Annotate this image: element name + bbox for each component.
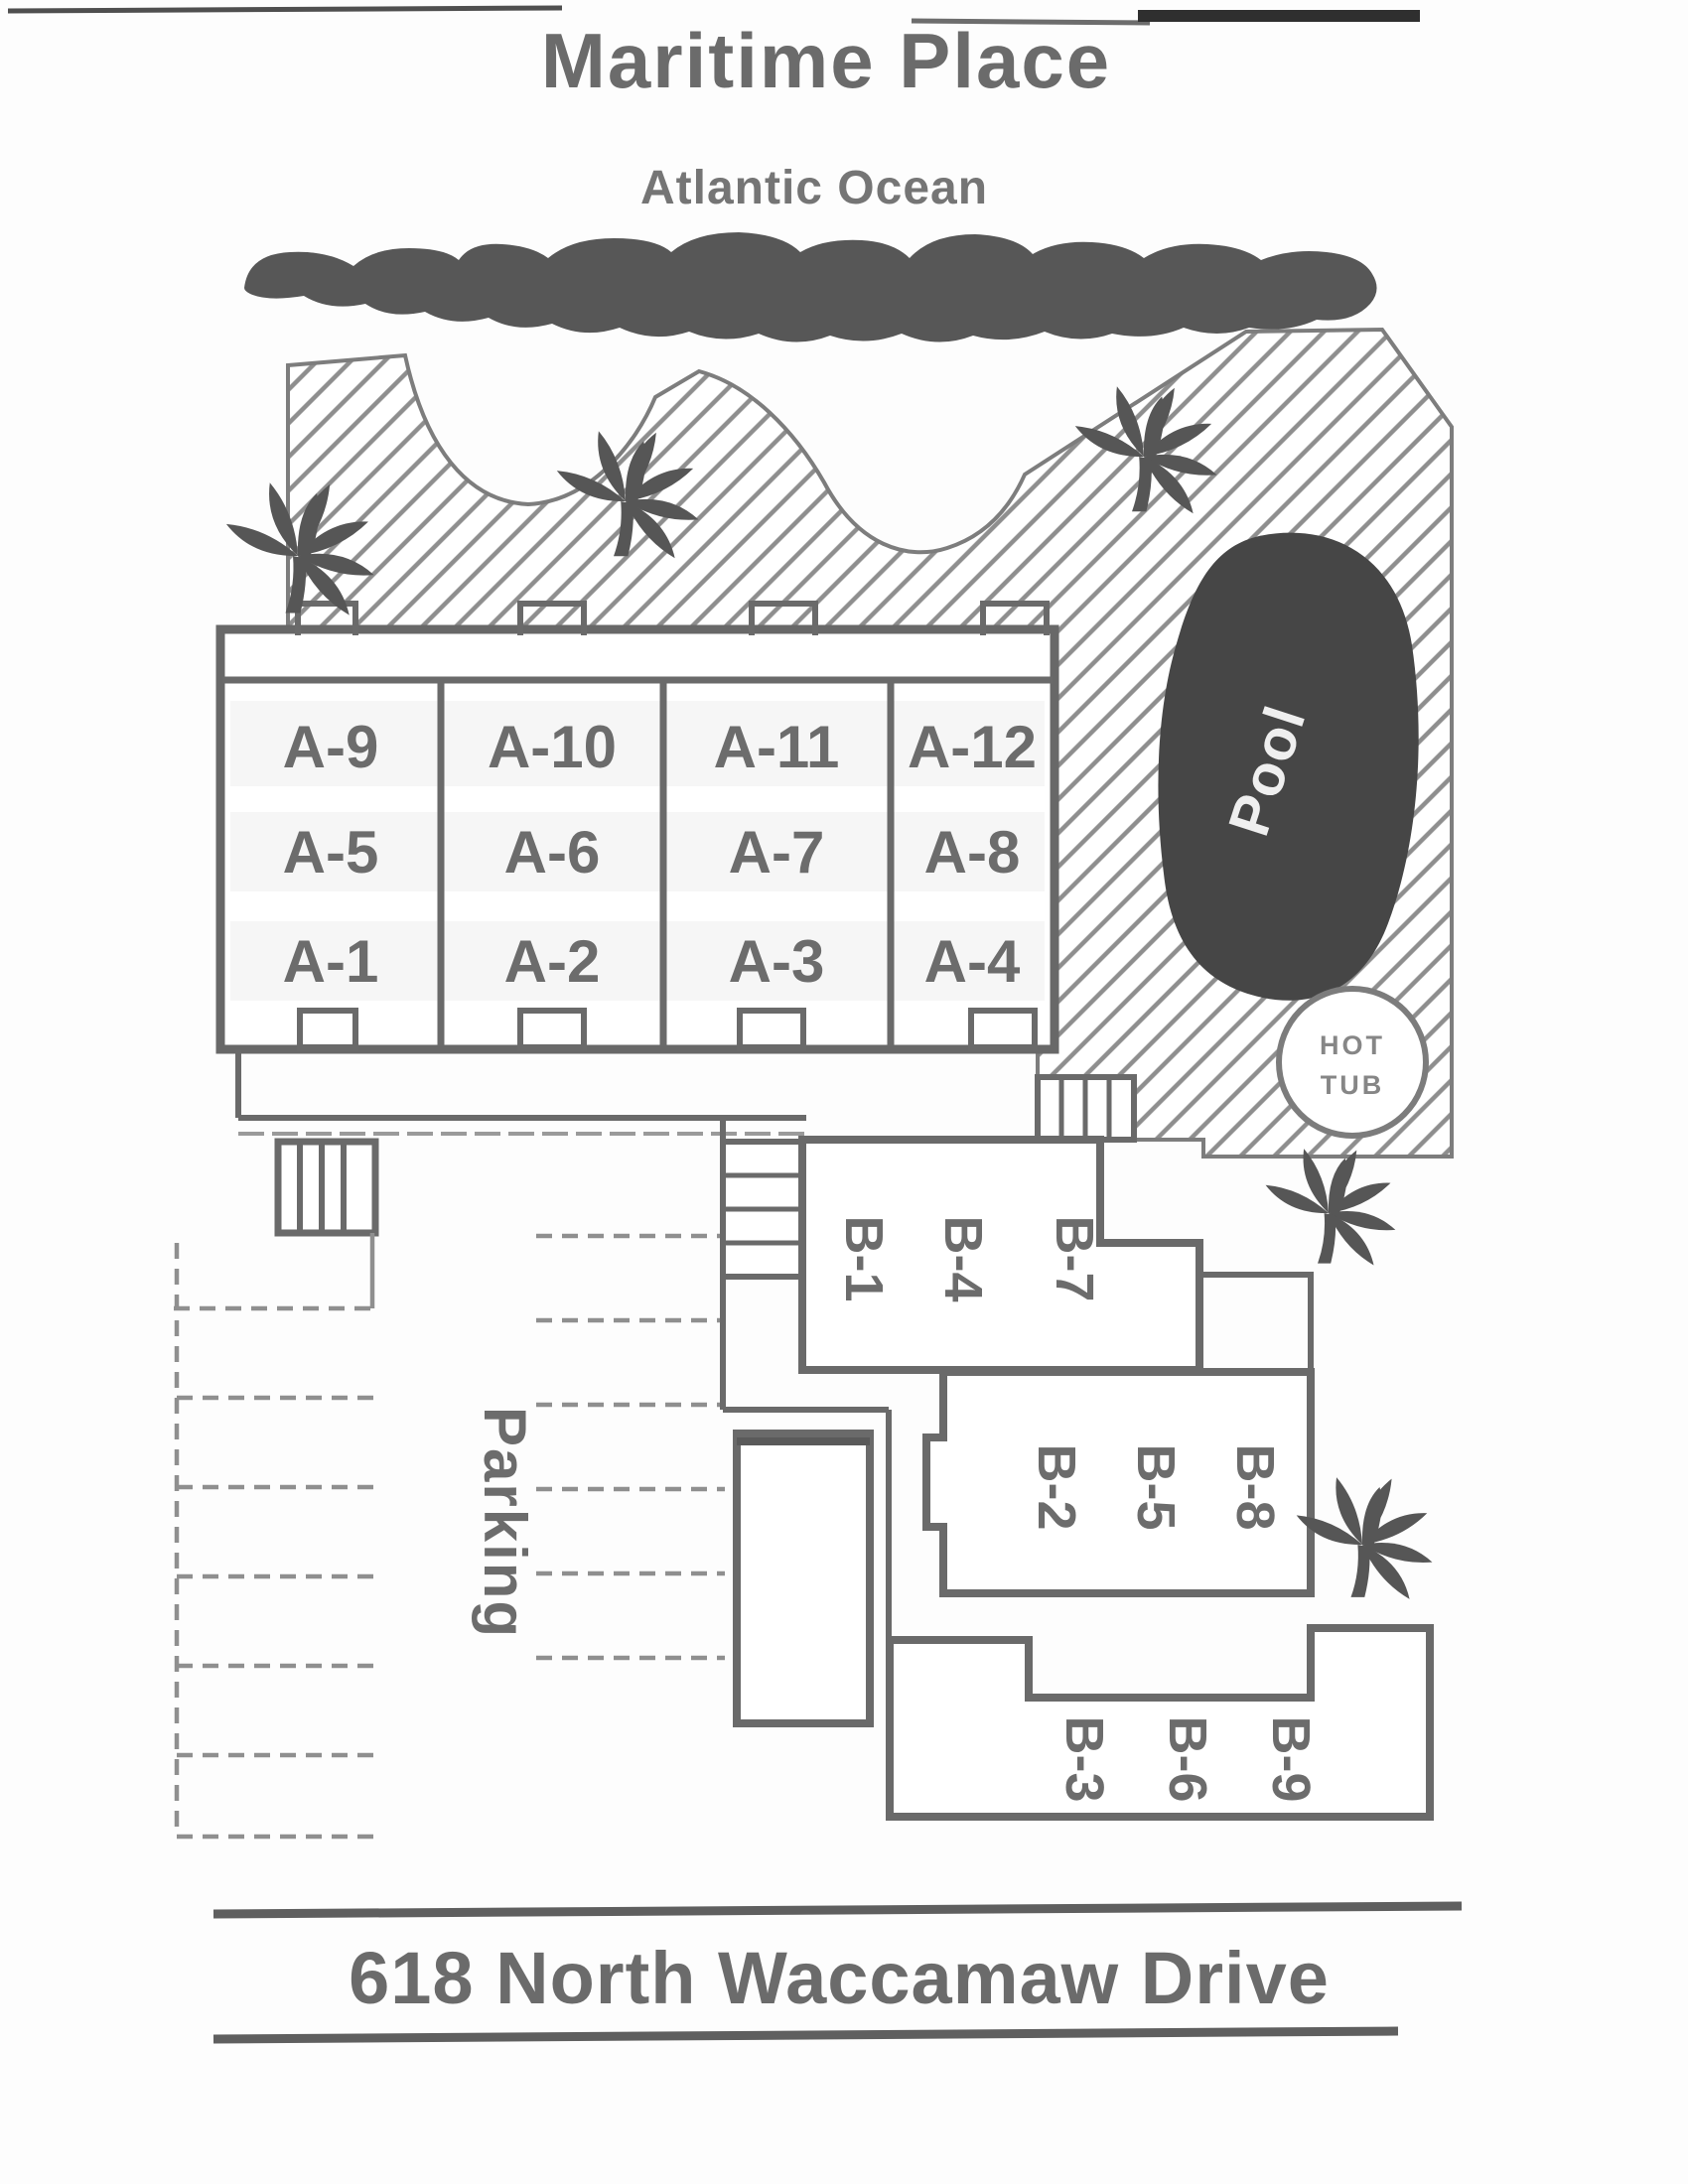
staircase-a — [278, 1142, 375, 1233]
palm-tree-icon — [1295, 1475, 1434, 1607]
page-title: Maritime Place — [540, 17, 1112, 104]
unit-label-b1: B-1 — [834, 1215, 894, 1302]
patio-outline — [1199, 1275, 1311, 1372]
staircase-b-north — [1038, 1077, 1134, 1140]
unit-label-a5: A-5 — [282, 819, 379, 886]
unit-label-a2: A-2 — [503, 928, 601, 995]
building-a-stoop — [740, 1011, 803, 1047]
street-line-bottom — [213, 2031, 1398, 2039]
unit-label-a6: A-6 — [503, 819, 601, 886]
unit-label-b7: B-7 — [1045, 1215, 1104, 1302]
hot-tub-circle — [1279, 989, 1426, 1136]
street-line-top — [213, 1906, 1462, 1914]
unit-label-b5: B-5 — [1126, 1443, 1186, 1531]
unit-label-a4: A-4 — [923, 928, 1021, 995]
building-a-stoop — [971, 1011, 1035, 1047]
unit-label-b2: B-2 — [1027, 1443, 1086, 1531]
hot-tub-label-line1: HOT — [1320, 1030, 1385, 1060]
pool-label: Pool — [1215, 697, 1320, 844]
outbuilding-outline — [737, 1433, 870, 1723]
unit-label-b3: B-3 — [1055, 1715, 1114, 1803]
unit-label-a3: A-3 — [728, 928, 825, 995]
building-a-stoop — [520, 1011, 584, 1047]
unit-label-a7: A-7 — [728, 819, 825, 886]
building-a-stoop — [300, 1011, 355, 1047]
unit-label-b4: B-4 — [933, 1215, 993, 1302]
unit-label-a11: A-11 — [713, 714, 840, 780]
staircase-b-west — [723, 1142, 802, 1277]
unit-label-a1: A-1 — [282, 928, 379, 995]
ocean-label: Atlantic Ocean — [639, 162, 989, 214]
unit-label-a8: A-8 — [923, 819, 1021, 886]
palm-tree-icon — [1264, 1147, 1397, 1273]
unit-label-a9: A-9 — [282, 714, 379, 780]
parking-label: Parking — [472, 1406, 538, 1640]
unit-label-b9: B-9 — [1261, 1715, 1321, 1803]
ocean-icon — [244, 232, 1377, 342]
unit-label-a12: A-12 — [907, 714, 1038, 780]
parking-area — [174, 1236, 725, 1837]
hot-tub-label-line2: TUB — [1320, 1070, 1385, 1100]
unit-label-a10: A-10 — [487, 714, 618, 780]
street-label: 618 North Waccamaw Drive — [349, 1937, 1330, 2019]
scan-artifact-line — [8, 8, 562, 11]
unit-label-b6: B-6 — [1158, 1715, 1217, 1803]
unit-label-b8: B-8 — [1225, 1443, 1285, 1531]
